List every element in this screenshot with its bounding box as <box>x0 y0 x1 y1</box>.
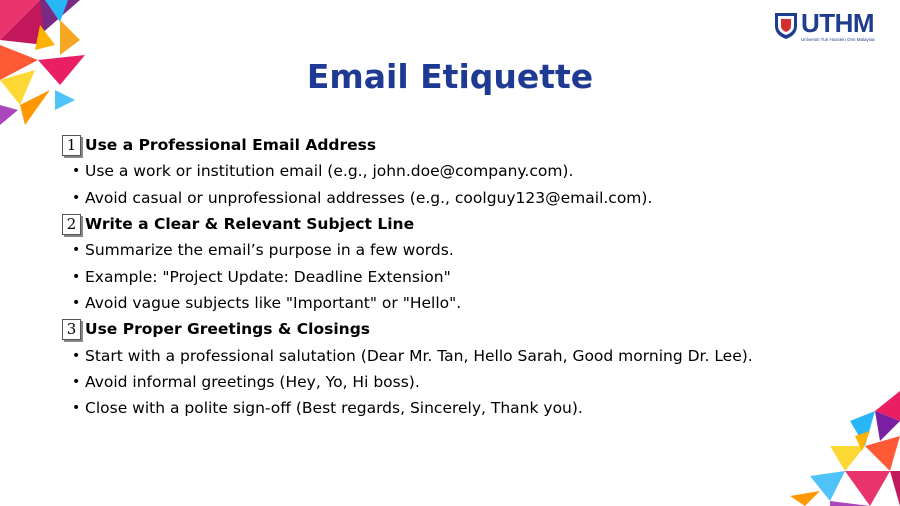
section-heading-1 <box>62 132 862 158</box>
bullet-item <box>62 395 862 421</box>
bullet-item <box>62 342 862 368</box>
section-number-icon: 2 <box>62 214 81 235</box>
section-heading-3 <box>62 316 862 342</box>
bullet-item <box>62 158 862 184</box>
bullet-icon: • <box>72 242 81 259</box>
bullet-item <box>62 185 862 211</box>
bullet-icon: • <box>72 268 81 285</box>
slide-content <box>62 132 862 421</box>
bullet-item <box>62 237 862 263</box>
bullet-icon: • <box>72 189 81 206</box>
bullet-text: Avoid vague subjects like "Important" or "Hello". <box>85 293 462 312</box>
section-heading-text: Use Proper Greetings & Closings <box>85 320 371 339</box>
section-heading-text: Use a Professional Email Address <box>85 136 377 155</box>
bullet-text: Use a work or institution email (e.g., john.doe@company.com). <box>85 162 574 181</box>
bullet-icon: • <box>72 400 81 417</box>
bullet-text: Start with a professional salutation (Dear Mr. Tan, Hello Sarah, Good morning Dr. Lee). <box>85 346 753 365</box>
slide-title: Email Etiquette <box>306 57 594 96</box>
crest-icon <box>773 10 799 40</box>
section-number-icon: 1 <box>62 135 81 156</box>
uthm-logo <box>773 10 888 46</box>
bullet-icon: • <box>72 163 81 180</box>
bullet-icon: • <box>72 373 81 390</box>
bullet-text: Summarize the email’s purpose in a few words. <box>85 241 454 260</box>
section-heading-2 <box>62 211 862 237</box>
bullet-icon: • <box>72 294 81 311</box>
section-heading-text: Write a Clear & Relevant Subject Line <box>85 215 415 234</box>
bullet-item <box>62 263 862 289</box>
logo-subtitle: Universiti Tun Hussein Onn Malaysia <box>801 37 875 42</box>
bullet-item <box>62 290 862 316</box>
bullet-text: Example: "Project Update: Deadline Extension" <box>85 267 451 286</box>
bullet-text: Avoid casual or unprofessional addresses (e.g., coolguy123@email.com). <box>85 188 653 207</box>
section-number-icon: 3 <box>62 319 81 340</box>
bullet-text: Avoid informal greetings (Hey, Yo, Hi boss). <box>85 372 420 391</box>
bullet-icon: • <box>72 347 81 364</box>
bullet-text: Close with a polite sign-off (Best regards, Sincerely, Thank you). <box>85 399 583 418</box>
logo-name: UTHM <box>801 8 875 38</box>
bullet-item <box>62 369 862 395</box>
